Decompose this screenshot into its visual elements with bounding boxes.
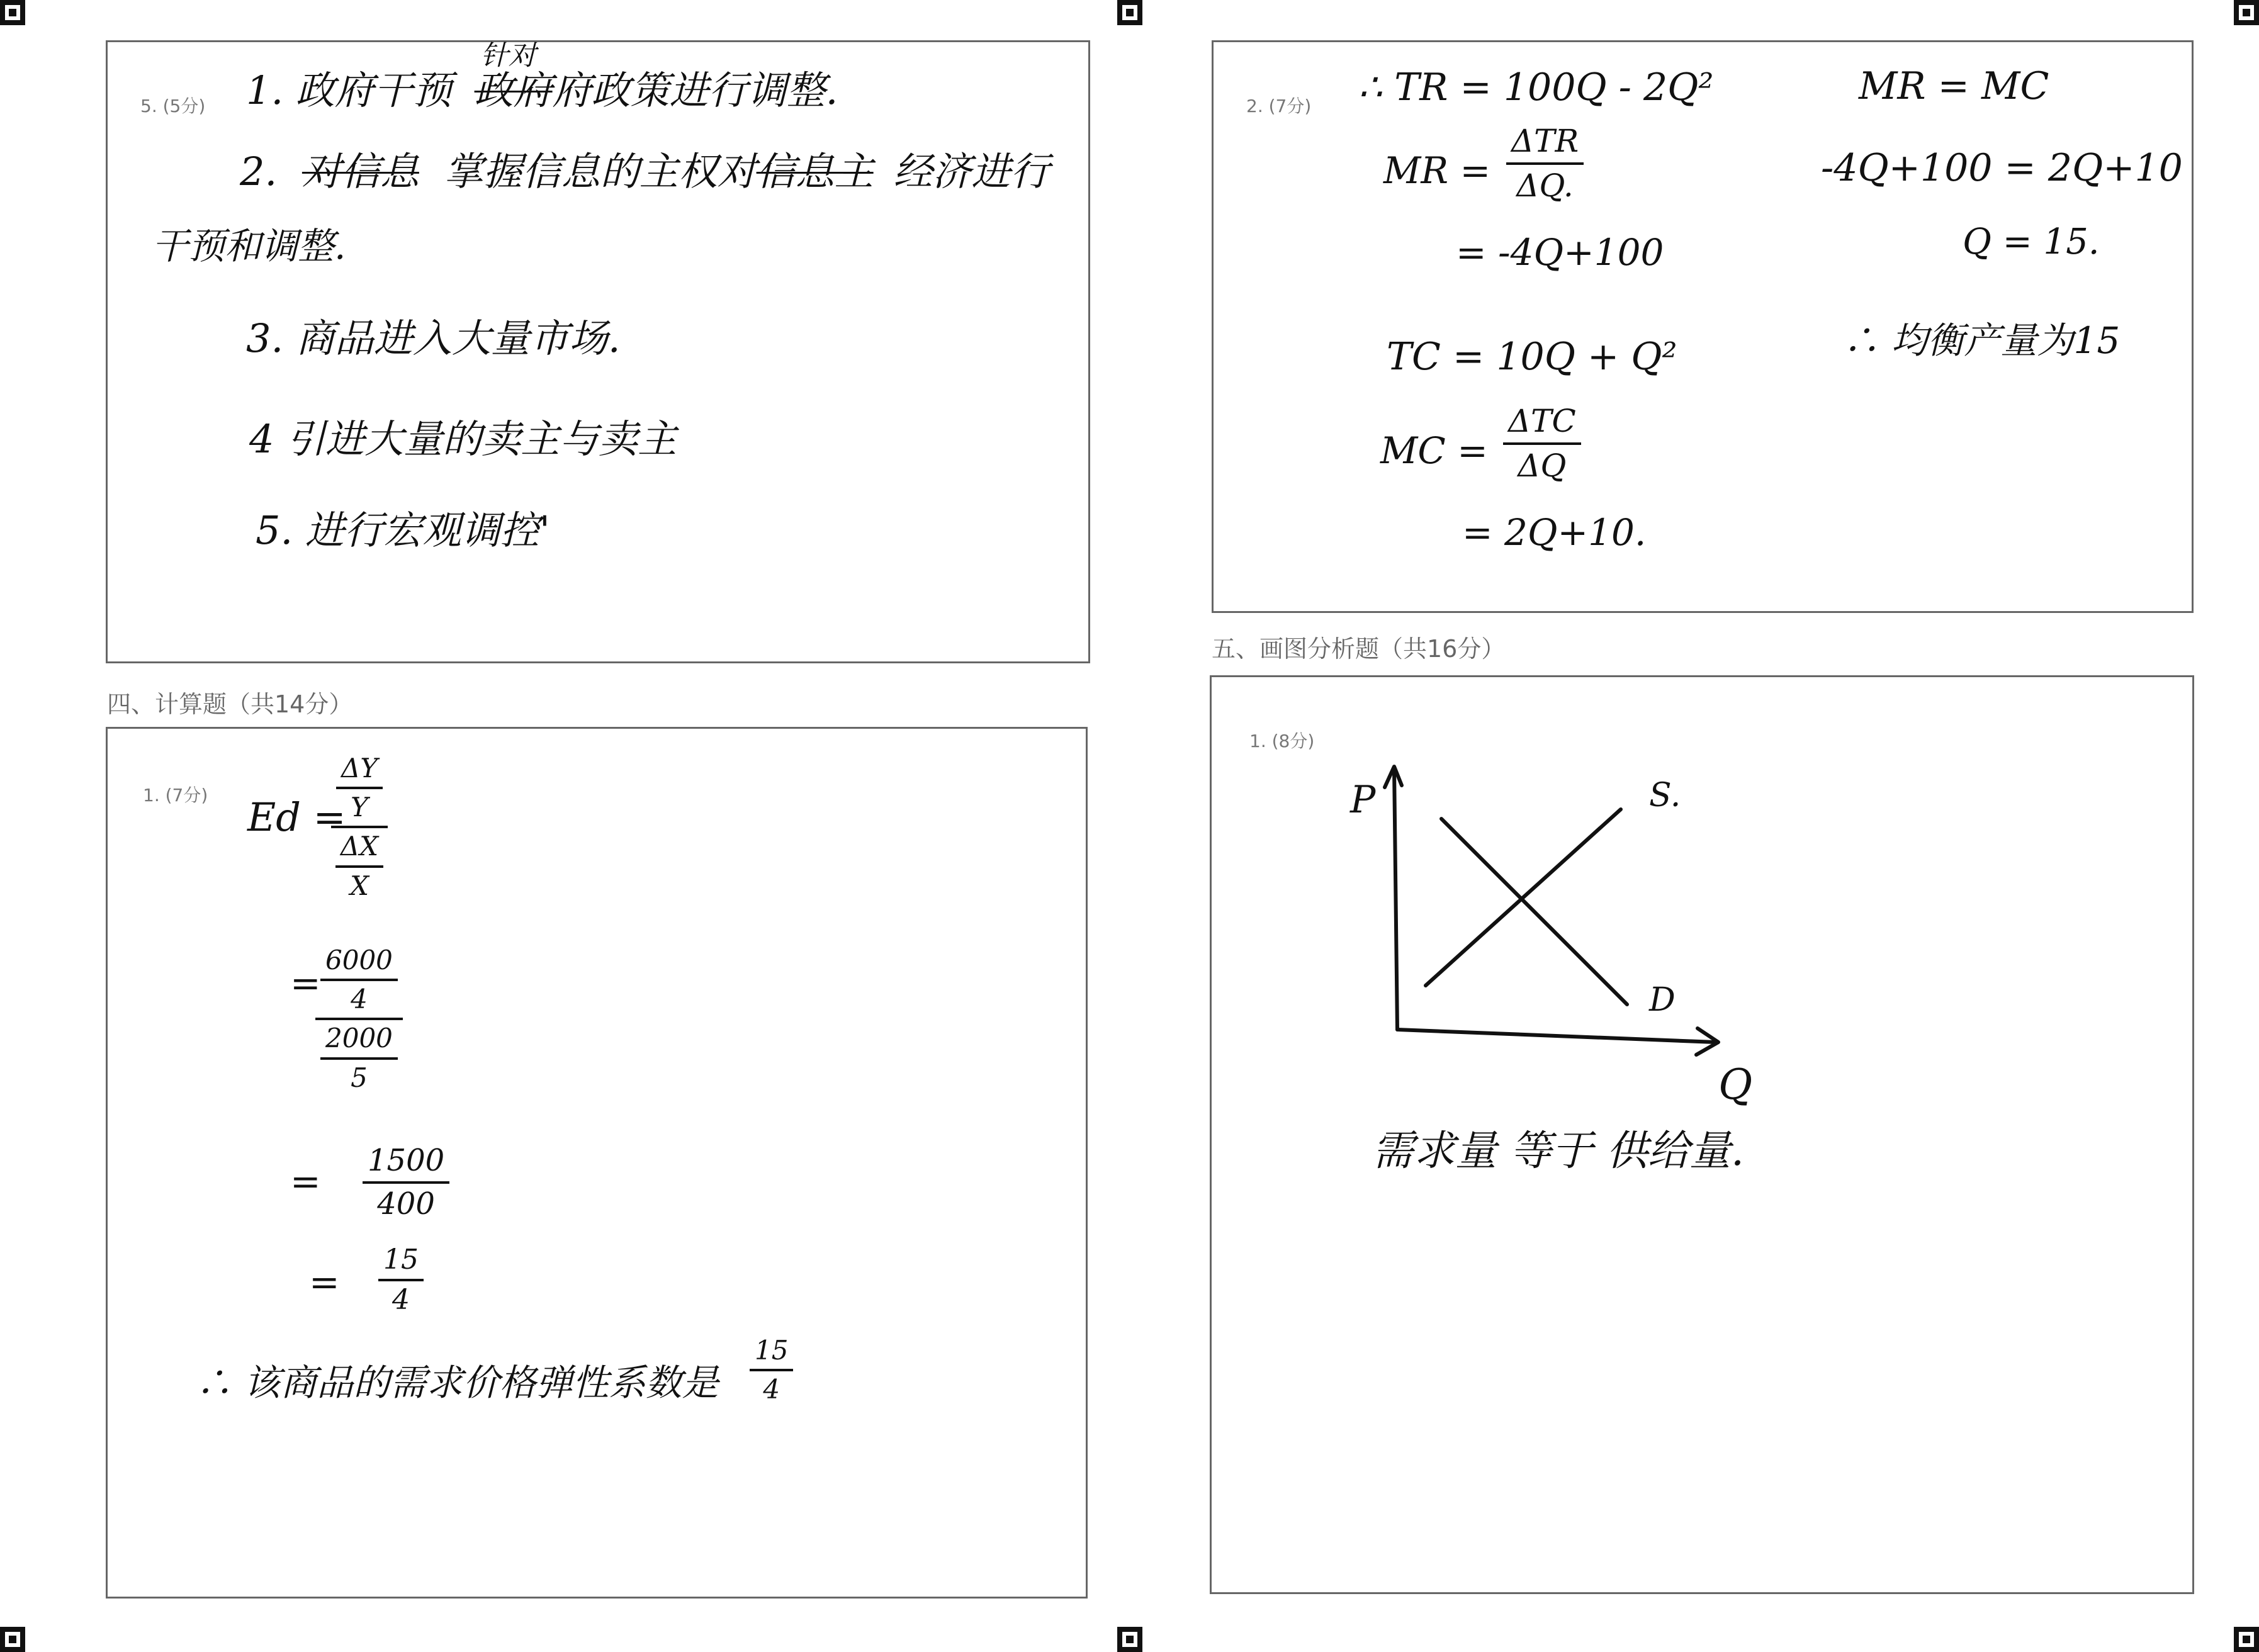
quantity-axis-label: Q [1718,1060,1753,1109]
corner-marker-top-center [1117,0,1142,25]
corner-marker-bottom-left [0,1627,25,1652]
question-label: 1. (7分) [143,785,208,806]
equilibrium-equation: -4Q+100 = 2Q+10 [1821,146,2183,190]
struck-text: 政府 [474,67,553,113]
equals-sign: = [290,962,321,1004]
insertion-text: 针对 [480,40,536,72]
question-label: 2. (7分) [1246,96,1312,116]
answer-line-5: 5. 进行宏观调控' [256,507,550,553]
question-label: 5. (5分) [140,96,206,116]
graph-caption: 需求量 等于 供给量. [1372,1127,1744,1175]
section-title-graph-analysis: 五、画图分析题（共16分） [1212,635,1506,663]
demand-curve [1441,819,1627,1004]
equilibrium-condition: MR = MC [1859,64,2049,108]
marginal-revenue-label: MR = [1383,149,1491,192]
answer-line-2b: 干预和调整. [152,225,346,267]
calc2-conclusion: ∴ 均衡产量为15 [1843,319,2121,362]
marginal-cost-fraction: ΔTC ΔQ [1503,404,1581,483]
total-cost-equation: TC = 10Q + Q² [1387,335,1677,379]
supply-label: S. [1649,777,1681,814]
demand-label: D [1649,981,1676,1019]
conclusion-fraction: $\frac{15}{4}$ [750,1336,793,1404]
corner-marker-top-right [2234,0,2259,25]
elasticity-formula: $\frac{\frac{\Delta Y}{Y}}{\frac{\Delta X}{X}}$ [331,754,388,901]
answer-box-graph-1 [1210,675,2194,1594]
corner-marker-bottom-right [2234,1627,2259,1652]
elasticity-symbol: Ed = [247,794,346,840]
corner-marker-top-left [0,0,25,25]
quantity-axis [1397,1030,1715,1042]
answer-line-3: 3. 商品进入大量市场. [246,315,621,361]
marginal-revenue-result: = -4Q+100 [1456,231,1664,274]
simplified-fraction: $\frac{1500}{400}$ [363,1144,449,1221]
total-revenue-equation: ∴ TR = 100Q - 2Q² [1358,65,1714,110]
price-axis-label: P [1350,778,1376,822]
marginal-revenue-fraction: ΔTR ΔQ. [1506,124,1584,203]
struck-text: 对信息 [301,149,419,194]
answer-line-4: 4 引进大量的卖主与卖主 [249,416,677,462]
supply-demand-diagram [1338,746,1904,1124]
result-fraction: $\frac{15}{4}$ [378,1245,424,1316]
struck-text: 信息主 [756,149,874,194]
answer-box-q5 [106,40,1090,663]
answer-box-calc-2 [1212,40,2194,613]
equals-sign: = [290,1160,321,1203]
corner-marker-bottom-center [1117,1627,1142,1652]
equals-sign: = [309,1261,340,1303]
substitution-fraction: $\frac{\frac{6000}{4}}{\frac{2000}{5}}$ [315,946,403,1093]
answer-line-1: 1. 政府干预 针对 政府府政策进行调整. [246,40,838,113]
marginal-cost-label: MC = [1380,429,1488,472]
quantity-result: Q = 15. [1963,222,2100,262]
answer-box-calc-1 [106,727,1088,1599]
price-axis [1394,768,1397,1030]
question-label: 1. (8分) [1249,731,1315,751]
marginal-cost-result: = 2Q+10. [1462,511,1647,554]
answer-line-2: 2. 对信息 掌握信息的主权对信息主 经济进行 [240,149,1050,194]
supply-curve [1426,809,1621,986]
section-title-calculation: 四、计算题（共14分） [107,690,353,718]
conclusion-text: ∴ 该商品的需求价格弹性系数是 [196,1361,719,1404]
